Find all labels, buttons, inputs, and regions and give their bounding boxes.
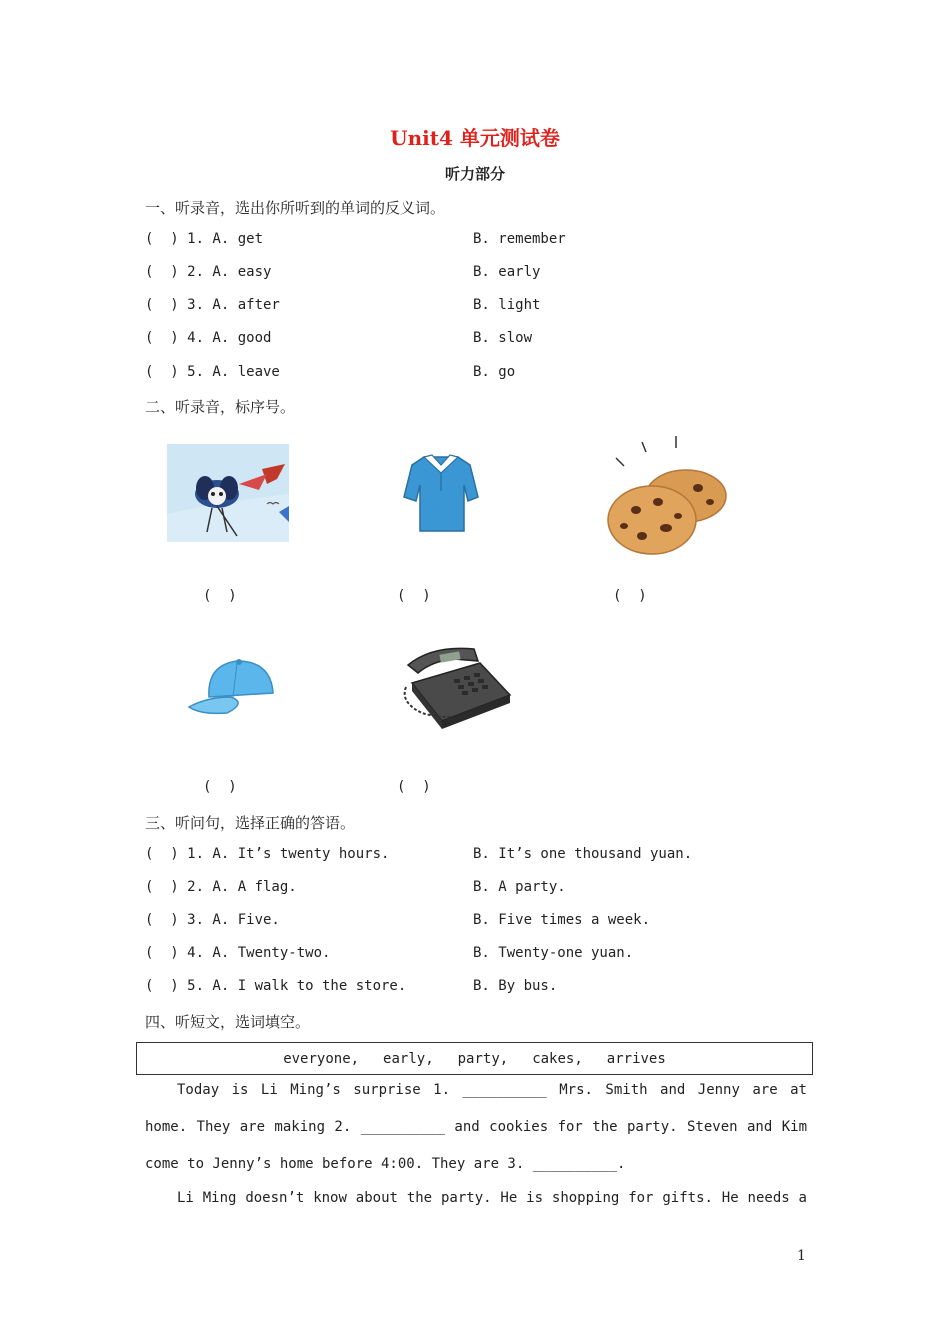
part1-q1-a: ( ) 1. A. get [145,231,264,247]
answer-blank-kite[interactable]: ( ) [203,588,237,604]
page-title: Unit4 单元测试卷 [390,126,560,150]
part1-q3-a: ( ) 3. A. after [145,297,280,313]
part3-q2-a: ( ) 2. A. A flag. [145,879,297,895]
part3-q2-b: B. A party. [473,879,566,895]
telephone-picture [402,643,514,729]
word-bank-item: early, [383,1050,434,1067]
page-number: 1 [797,1248,806,1264]
part3-heading: 三、听问句，选择正确的答语。 [145,814,356,832]
part3-q1-a: ( ) 1. A. It’s twenty hours. [145,846,390,862]
part2-heading: 二、听录音，标序号。 [145,398,296,416]
word-bank-item: cakes, [532,1050,583,1067]
part3-q5-b: B. By bus. [473,978,558,994]
part3-q3-b: B. Five times a week. [473,912,651,928]
part3-q3-a: ( ) 3. A. Five. [145,912,280,928]
part3-q4-b: B. Twenty-one yuan. [473,945,634,961]
part1-q4-b: B. slow [473,330,533,346]
passage-line-2: home. They are making 2. __________ and cookies for the party. Steven and Kim [145,1119,807,1135]
word-bank-item: party, [457,1050,509,1067]
passage-line-3: come to Jenny’s home before 4:00. They are 3. __________. [145,1156,626,1172]
word-bank-item: arrives [606,1050,666,1067]
kite-picture [167,444,289,542]
part1-heading: 一、听录音，选出你所听到的单词的反义词。 [145,199,446,217]
part1-q2-a: ( ) 2. A. easy [145,264,272,280]
part1-q5-a: ( ) 5. A. leave [145,364,280,380]
part3-q1-b: B. It’s one thousand yuan. [473,846,693,862]
cookies-picture [606,432,730,560]
part1-q2-b: B. early [473,264,541,280]
cap-picture [187,657,277,717]
part1-q3-b: B. light [473,297,541,313]
part3-q5-a: ( ) 5. A. I walk to the store. [145,978,407,994]
answer-blank-cookies[interactable]: ( ) [613,588,647,604]
section-subtitle: 听力部分 [444,165,505,183]
shirt-picture [402,451,480,535]
part4-heading: 四、听短文，选词填空。 [145,1013,311,1031]
passage-line-4: Li Ming doesn’t know about the party. He is shopping for gifts. He needs a [177,1190,807,1206]
answer-blank-shirt[interactable]: ( ) [397,588,431,604]
part1-q4-a: ( ) 4. A. good [145,330,272,346]
part1-q1-b: B. remember [473,231,566,247]
passage-line-1: Today is Li Ming’s surprise 1. __________ Mrs. Smith and Jenny are at [177,1082,807,1098]
answer-blank-cap[interactable]: ( ) [203,779,237,795]
answer-blank-telephone[interactable]: ( ) [397,779,431,795]
word-bank-item: everyone, [283,1050,360,1067]
word-bank [136,1042,813,1075]
part1-q5-b: B. go [473,364,516,380]
part3-q4-a: ( ) 4. A. Twenty-two. [145,945,331,961]
